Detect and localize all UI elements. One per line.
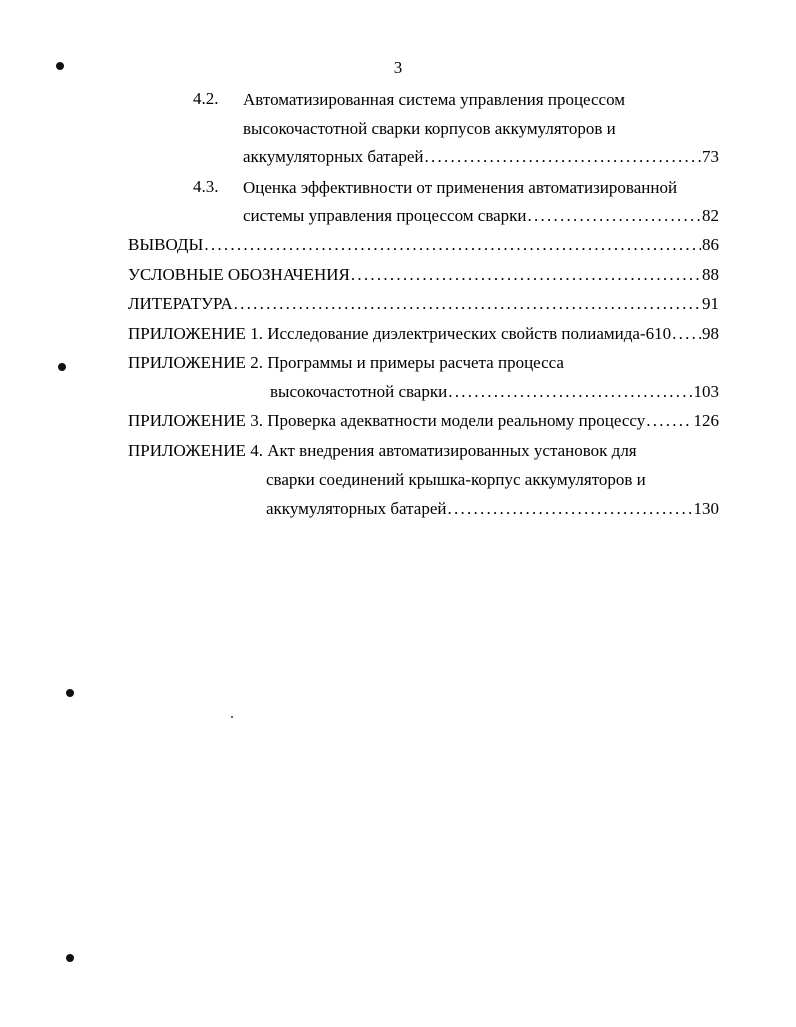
appendix-2-line-2	[270, 381, 719, 403]
dot-leader	[448, 381, 692, 403]
toc-entry-title: УСЛОВНЫЕ ОБОЗНАЧЕНИЯ	[128, 265, 350, 284]
toc-entry-title: ПРИЛОЖЕНИЕ 3. Проверка адекватности модели реальному процессу	[128, 411, 646, 430]
toc-entry-title: ПРИЛОЖЕНИЕ 1. Исследование диэлектрических свойств полиамида-610	[128, 324, 672, 343]
appendix-4-page: 130	[693, 499, 719, 518]
scan-speck	[231, 716, 233, 718]
appendix-2-line-1: ПРИЛОЖЕНИЕ 2. Программы и примеры расчета процесса	[128, 353, 564, 372]
toc-entry-title: ЛИТЕРАТУРА	[128, 294, 233, 313]
toc-entry-vyvody	[128, 234, 719, 256]
toc-entry-page: 86	[702, 235, 719, 254]
binder-hole-mark	[66, 954, 74, 962]
dot-leader	[646, 410, 692, 432]
section-4-2-line-3-text: аккумуляторных батарей	[243, 147, 424, 166]
toc-entry-page: 126	[693, 411, 719, 430]
section-4-2-line-2: высокочастотной сварки корпусов аккумуляторов и	[243, 119, 616, 138]
toc-entry-title: ВЫВОДЫ	[128, 235, 204, 254]
toc-entry-page: 98	[702, 324, 719, 343]
toc-entry-prilozhenie-3	[128, 410, 719, 432]
appendix-4-line-2: сварки соединений крышка-корпус аккумуляторов и	[266, 470, 646, 489]
appendix-2-page: 103	[693, 382, 719, 401]
toc-entry-literatura	[128, 293, 719, 315]
toc-entry-prilozhenie-1	[128, 323, 719, 345]
section-4-2-line-3	[243, 146, 719, 168]
appendix-2-line-2-text: высокочастотной сварки	[270, 382, 448, 401]
appendix-4-line-3-text: аккумуляторных батарей	[266, 499, 447, 518]
dot-leader	[672, 323, 701, 345]
section-4-2-page: 73	[702, 147, 719, 166]
toc-entry-page: 91	[702, 294, 719, 313]
dot-leader	[351, 264, 701, 286]
section-4-3-line-2-text: системы управления процессом сварки	[243, 206, 527, 225]
dot-leader	[528, 205, 701, 227]
dot-leader	[424, 146, 701, 168]
toc-entry-uslovnye-oboznacheniya	[128, 264, 719, 286]
section-4-3-line-2	[243, 205, 719, 227]
section-number-4-2: 4.2.	[193, 89, 219, 108]
dot-leader	[447, 498, 692, 520]
appendix-4-line-1: ПРИЛОЖЕНИЕ 4. Акт внедрения автоматизированных установок для	[128, 441, 637, 460]
dot-leader	[234, 293, 701, 315]
binder-hole-mark	[66, 689, 74, 697]
toc-entry-page: 88	[702, 265, 719, 284]
section-number-4-3: 4.3.	[193, 177, 219, 196]
page-number: 3	[393, 58, 403, 77]
section-4-3-line-1: Оценка эффективности от применения автоматизированной	[243, 178, 678, 197]
binder-hole-mark	[56, 62, 64, 70]
appendix-4-line-3	[266, 498, 719, 520]
section-4-3-page: 82	[702, 206, 719, 225]
section-4-2-line-1: Автоматизированная система управления процессом	[243, 90, 626, 109]
binder-hole-mark	[58, 363, 66, 371]
dot-leader	[204, 234, 701, 256]
